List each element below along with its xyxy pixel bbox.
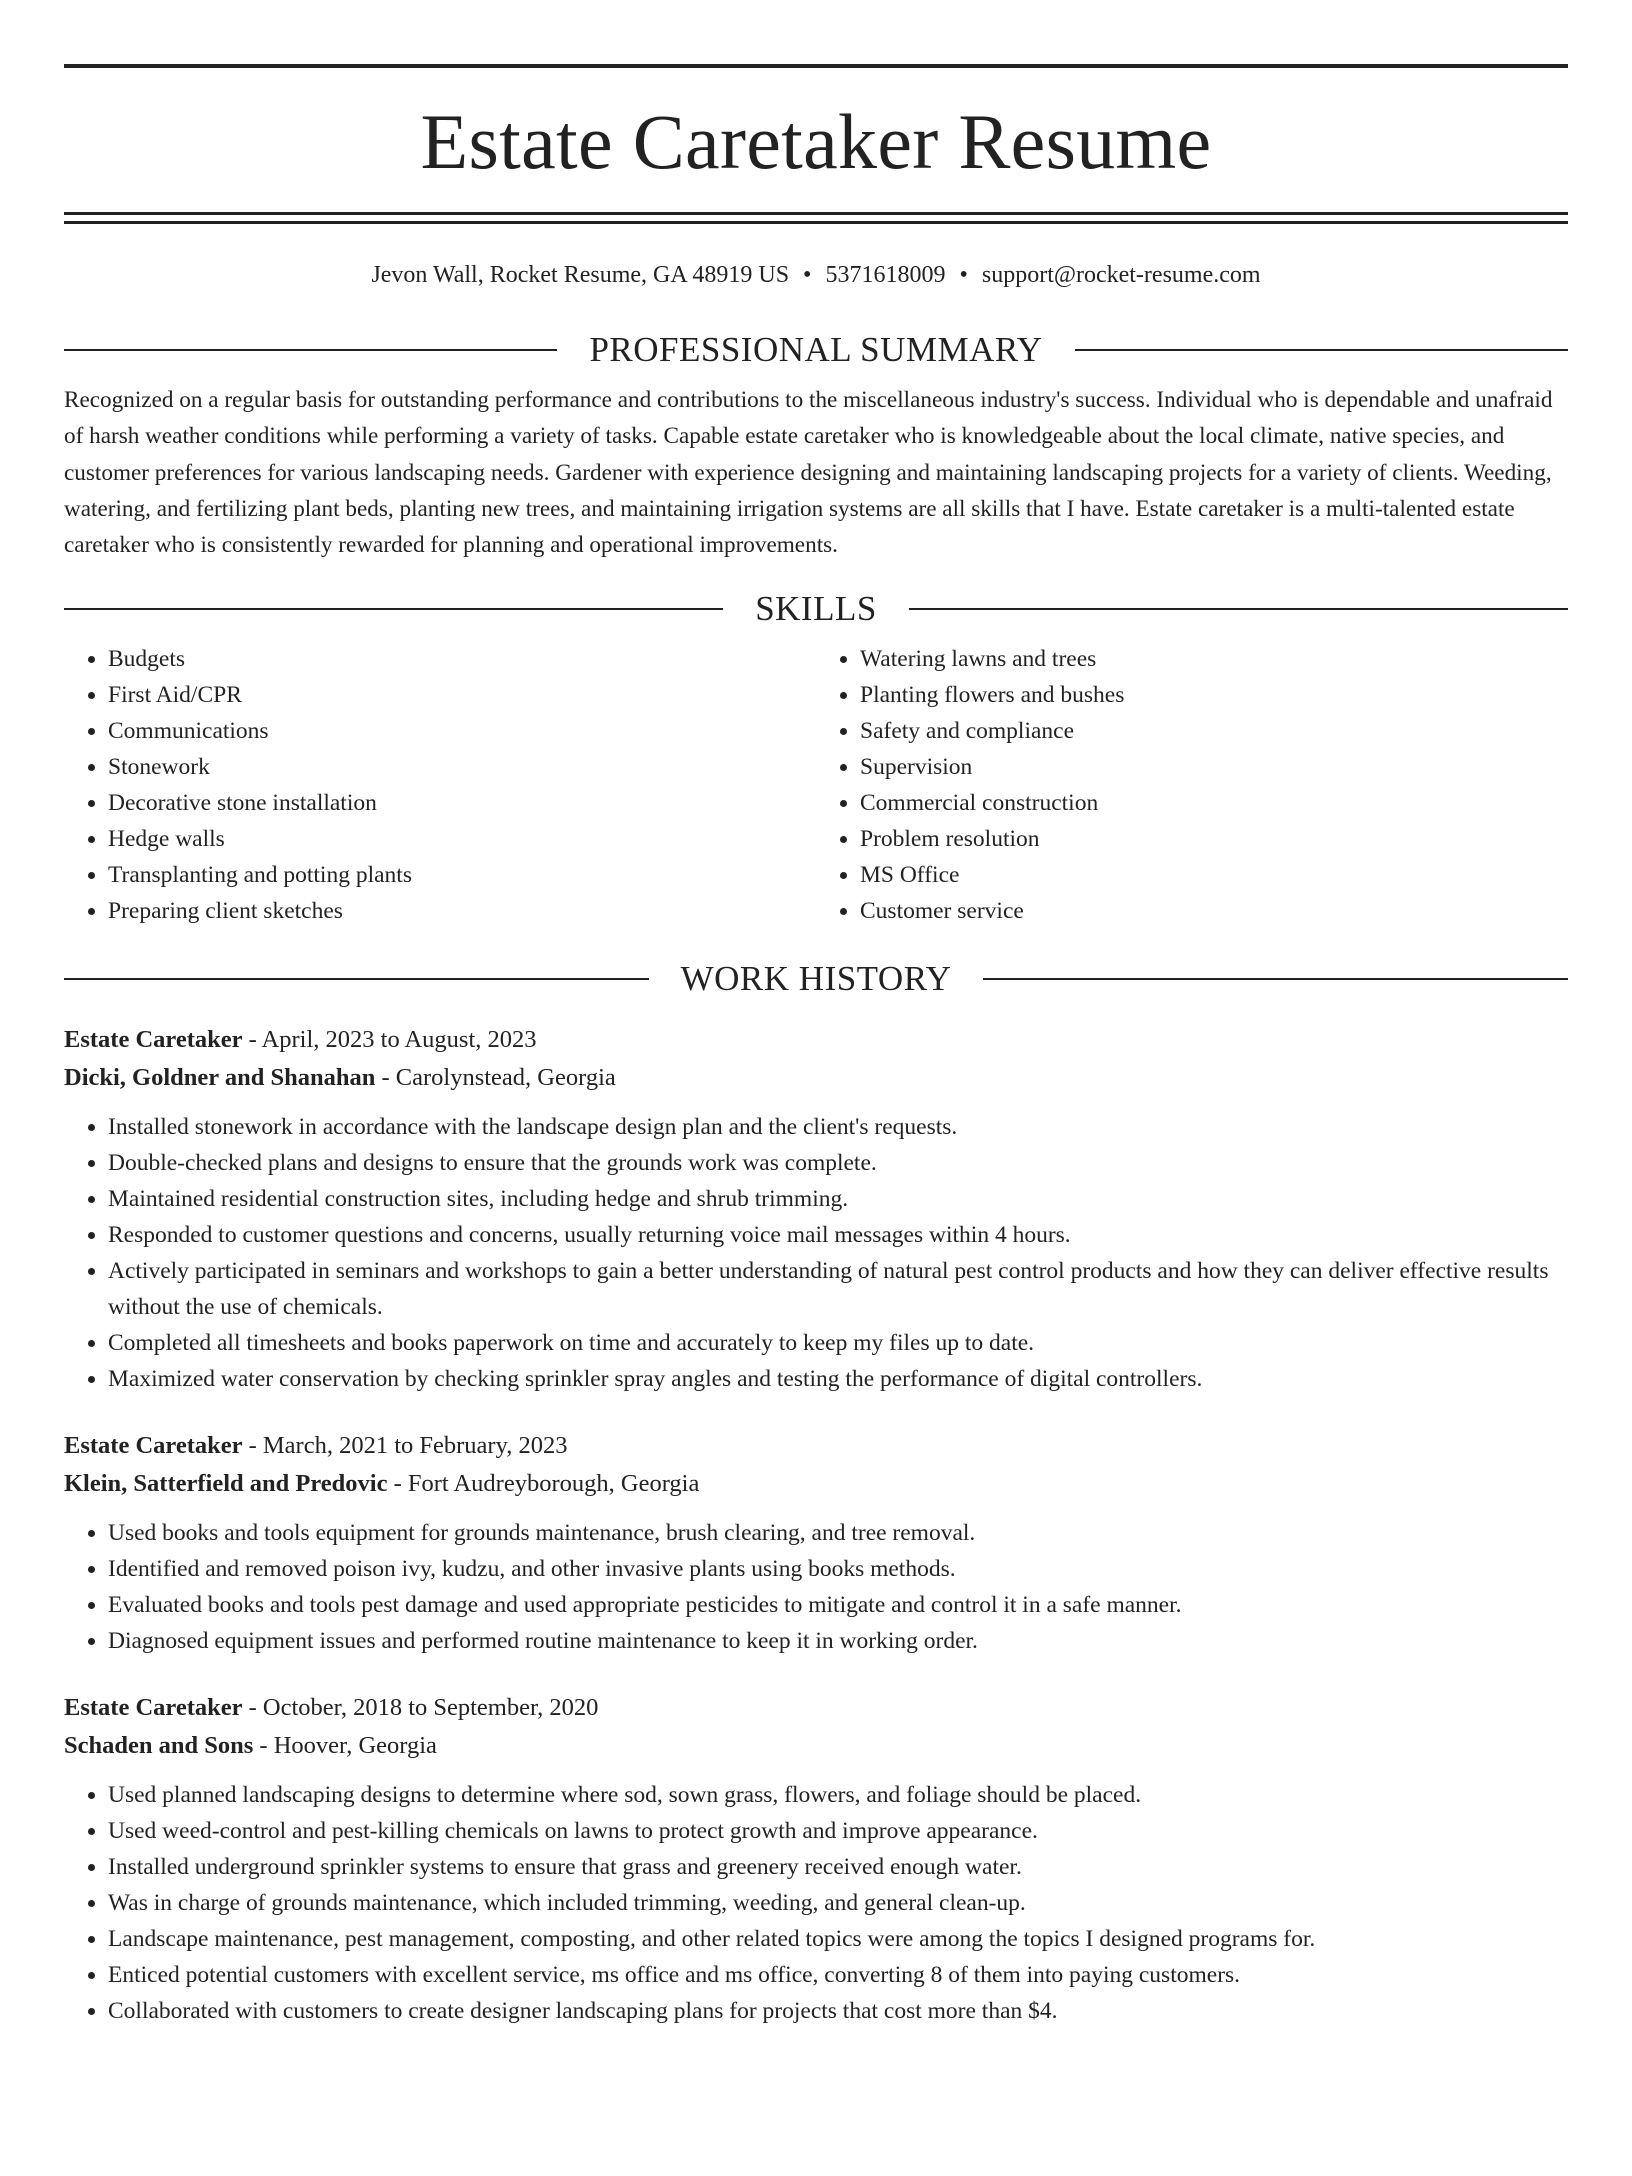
skill-item: • Customer service (860, 893, 1568, 929)
skill-item: • MS Office (860, 857, 1568, 893)
job-title-line (64, 1021, 1568, 1059)
work-heading (64, 959, 1568, 999)
job-bullets (64, 1109, 1568, 1397)
job-bullet: • Double-checked plans and designs to ensure that the grounds work was complete. (108, 1145, 1568, 1181)
page-title: Estate Caretaker Resume (420, 98, 1212, 185)
skill-item: • Watering lawns and trees (860, 641, 1568, 677)
job-bullet: • Used books and tools equipment for grounds maintenance, brush clearing, and tree removal. (108, 1515, 1568, 1551)
job-bullet: • Responded to customer questions and concerns, usually returning voice mail messages within 4 hours. (108, 1217, 1568, 1253)
skills-column-left (64, 641, 816, 929)
job-bullet: • Used planned landscaping designs to determine where sod, sown grass, flowers, and foliage should be placed. (108, 1777, 1568, 1813)
job-entry (64, 1689, 1568, 2029)
job-bullet: • Was in charge of grounds maintenance, which included trimming, weeding, and general clean-up. (108, 1885, 1568, 1921)
job-location: - Hoover, Georgia (253, 1732, 437, 1760)
job-company: Dicki, Goldner and Shanahan (64, 1064, 376, 1092)
job-company-line (64, 1727, 1568, 1765)
contact-separator: • (959, 262, 968, 288)
summary-heading-label: PROFESSIONAL SUMMARY (589, 330, 1043, 369)
job-bullet: • Actively participated in seminars and workshops to gain a better understanding of natural pest control products and how they can deliver effective results without the use of chemicals. (108, 1253, 1568, 1325)
job-dates: - April, 2023 to August, 2023 (242, 1026, 537, 1054)
job-title: Estate Caretaker (64, 1694, 243, 1722)
summary-text: Recognized on a regular basis for outstanding performance and contributions to the miscellaneous industry's success. Individual who is dependable and unafraid of harsh weather conditions while performing a variety of tasks. Capable estate caretaker who is knowledgeable about the local climate, native species, and customer preferences for various landscaping needs. Gardener with experience designing and maintaining landscaping projects for a variety of clients. Weeding, watering, and fertilizing plant beds, planting new trees, and maintaining irrigation systems are all skills that I have. Estate caretaker is a multi-talented estate caretaker who is consistently rewarded for planning and operational improvements. (64, 387, 1553, 559)
skill-item: • Budgets (108, 641, 816, 677)
job-entry (64, 1021, 1568, 1397)
skill-item: • Preparing client sketches (108, 893, 816, 929)
skill-item: • Problem resolution (860, 821, 1568, 857)
job-location: - Carolynstead, Georgia (375, 1064, 616, 1092)
contact-email: support@rocket-resume.com (981, 262, 1261, 288)
job-bullets (64, 1777, 1568, 2029)
job-bullet: • Landscape maintenance, pest management, composting, and other related topics were among the topics I designed programs for. (108, 1921, 1568, 1957)
heading-rule-right (1075, 349, 1568, 351)
resume-page (0, 64, 1632, 2176)
skills-heading (64, 589, 1568, 629)
job-dates: - March, 2021 to February, 2023 (242, 1432, 568, 1460)
job-company: Schaden and Sons (64, 1732, 254, 1760)
job-location: - Fort Audreyborough, Georgia (387, 1470, 700, 1498)
job-bullet: • Enticed potential customers with excellent service, ms office and ms office, converting 8 of them into paying customers. (108, 1957, 1568, 1993)
skill-item: • Transplanting and potting plants (108, 857, 816, 893)
heading-rule-left (64, 349, 557, 351)
summary-heading (64, 330, 1568, 370)
job-bullet: • Maximized water conservation by checking sprinkler spray angles and testing the performance of digital controllers. (108, 1361, 1568, 1397)
skill-item: • First Aid/CPR (108, 677, 816, 713)
job-entry (64, 1427, 1568, 1659)
top-rule (64, 64, 1568, 68)
job-bullet: • Evaluated books and tools pest damage and used appropriate pesticides to mitigate and control it in a safe manner. (108, 1587, 1568, 1623)
contact-line (64, 260, 1568, 290)
skills-column-right (816, 641, 1568, 929)
job-bullet: • Collaborated with customers to create designer landscaping plans for projects that cost more than $4. (108, 1993, 1568, 2029)
job-dates: - October, 2018 to September, 2020 (242, 1694, 599, 1722)
heading-rule-right (983, 978, 1568, 980)
heading-rule-left (64, 608, 723, 610)
job-company-line (64, 1465, 1568, 1503)
contact-phone: 5371618009 (825, 262, 946, 288)
job-bullets (64, 1515, 1568, 1659)
job-title-line (64, 1427, 1568, 1465)
job-bullet: • Maintained residential construction sites, including hedge and shrub trimming. (108, 1181, 1568, 1217)
job-bullet: • Installed underground sprinkler systems to ensure that grass and greenery received enough water. (108, 1849, 1568, 1885)
job-bullet: • Identified and removed poison ivy, kudzu, and other invasive plants using books methods. (108, 1551, 1568, 1587)
job-title-line (64, 1689, 1568, 1727)
heading-rule-left (64, 978, 649, 980)
skill-item: • Supervision (860, 749, 1568, 785)
work-heading-label: WORK HISTORY (680, 959, 952, 999)
contact-address: Jevon Wall, Rocket Resume, GA 48919 US (371, 262, 790, 288)
skill-item: • Planting flowers and bushes (860, 677, 1568, 713)
skills-list (64, 641, 1568, 929)
job-bullet: • Installed stonework in accordance with the landscape design plan and the client's requests. (108, 1109, 1568, 1145)
job-company-line (64, 1059, 1568, 1097)
skill-item: • Stonework (108, 749, 816, 785)
job-title: Estate Caretaker (64, 1026, 243, 1054)
job-bullet: • Used weed-control and pest-killing chemicals on lawns to protect growth and improve appearance. (108, 1813, 1568, 1849)
job-title: Estate Caretaker (64, 1432, 243, 1460)
title-double-rule (64, 212, 1568, 224)
heading-rule-right (909, 608, 1568, 610)
job-bullet: • Diagnosed equipment issues and performed routine maintenance to keep it in working order. (108, 1623, 1568, 1659)
job-company: Klein, Satterfield and Predovic (64, 1470, 388, 1498)
skills-heading-label: SKILLS (755, 589, 877, 629)
skill-item: • Hedge walls (108, 821, 816, 857)
skill-item: • Safety and compliance (860, 713, 1568, 749)
job-bullet: • Completed all timesheets and books paperwork on time and accurately to keep my files up to date. (108, 1325, 1568, 1361)
skill-item: • Communications (108, 713, 816, 749)
skill-item: • Decorative stone installation (108, 785, 816, 821)
contact-separator: • (803, 262, 812, 288)
skill-item: • Commercial construction (860, 785, 1568, 821)
